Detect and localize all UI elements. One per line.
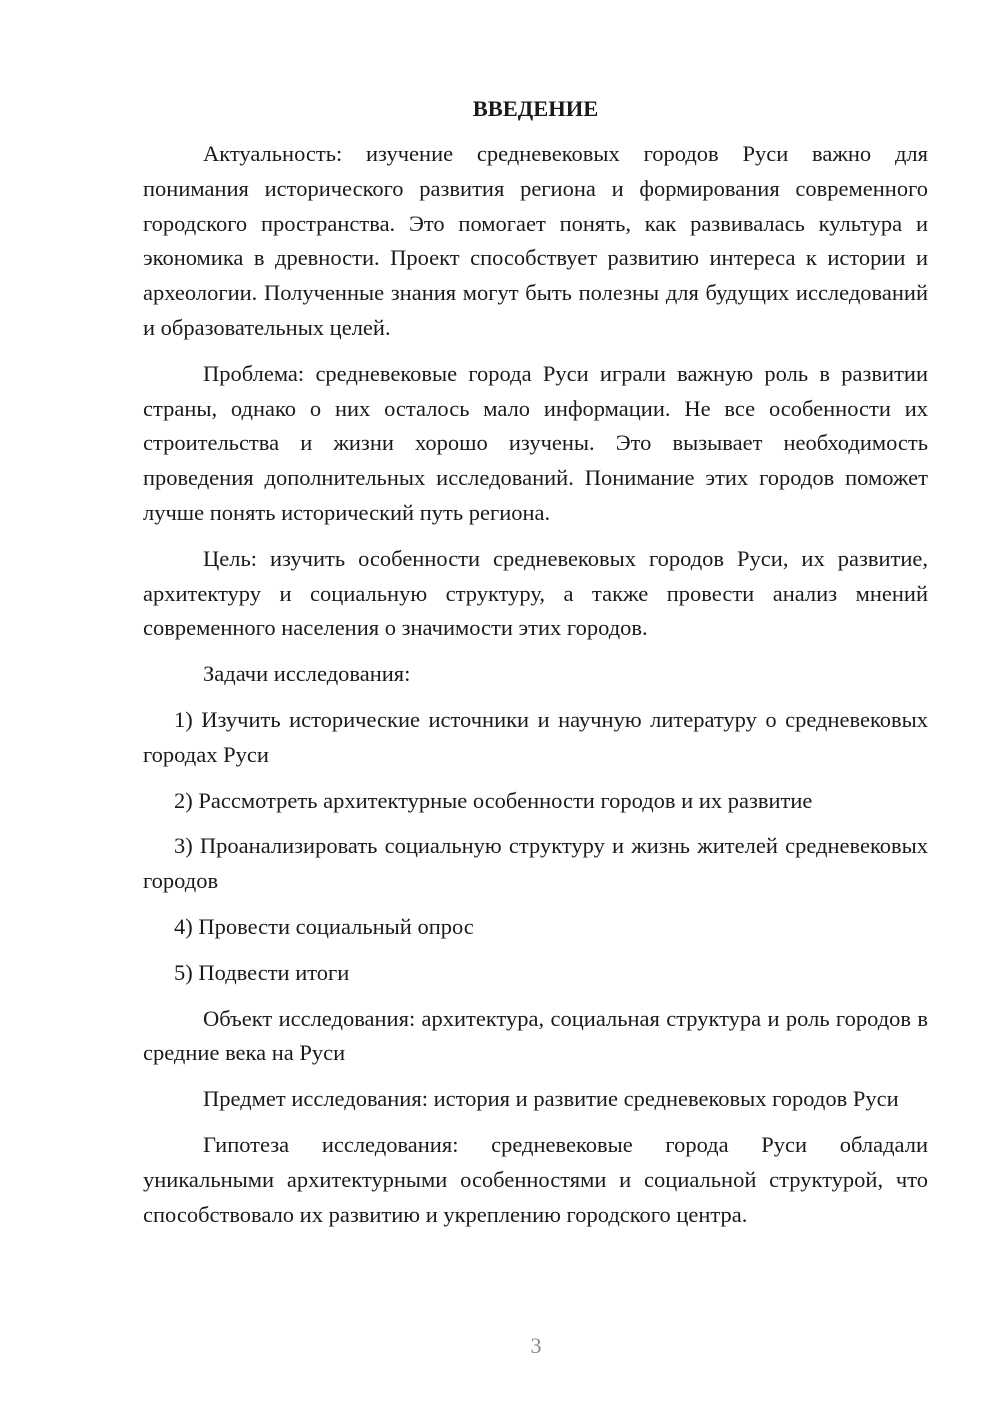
task-item-4: 4) Провести социальный опрос [174,913,474,939]
task-item-5: 5) Подвести итоги [174,959,350,985]
goal-paragraph: Цель: изучить особенности средневековых городов Руси, их развитие, архитектуру и социальную структуру, а также провести анализ мнений современного населения о значимости этих городов. [143,545,928,641]
document-page [143,92,928,1232]
task-item-1: 1) Изучить исторические источники и научную литературу о средневековых городах Руси [143,706,928,767]
subject-paragraph: Предмет исследования: история и развитие средневековых городов Руси [203,1086,899,1112]
object-paragraph: Объект исследования: архитектура, социальная структура и роль городов в средние века на Руси [143,1005,928,1066]
task-item-2: 2) Рассмотреть архитектурные особенности городов и их развитие [174,787,813,813]
tasks-heading: Задачи исследования: [203,661,411,687]
page-number: 3 [530,1333,542,1358]
relevance-paragraph: Актуальность: изучение средневековых городов Руси важно для понимания исторического развития региона и формирования современного городского пространства. Это помогает понять, как развивалась культура и экономика в древности. Проект способствует развитию интереса к истории и археологии. Полученные знания могут быть полезны для будущих исследований и образовательных целей. [143,141,928,340]
task-item-3: 3) Проанализировать социальную структуру и жизнь жителей средневековых городов [143,833,928,894]
page-title: ВВЕДЕНИЕ [472,96,599,121]
problem-paragraph: Проблема: средневековые города Руси играли важную роль в развитии страны, однако о них осталось мало информации. Не все особенности их строительства и жизни хорошо изучены. Это вызывает необходимость проведения дополнительных исследований. Понимание этих городов поможет лучше понять исторический путь региона. [143,360,928,525]
hypothesis-paragraph: Гипотеза исследования: средневековые города Руси обладали уникальными архитектурными особенностями и социальной структурой, что способствовало их развитию и укреплению городского центра. [143,1131,928,1227]
